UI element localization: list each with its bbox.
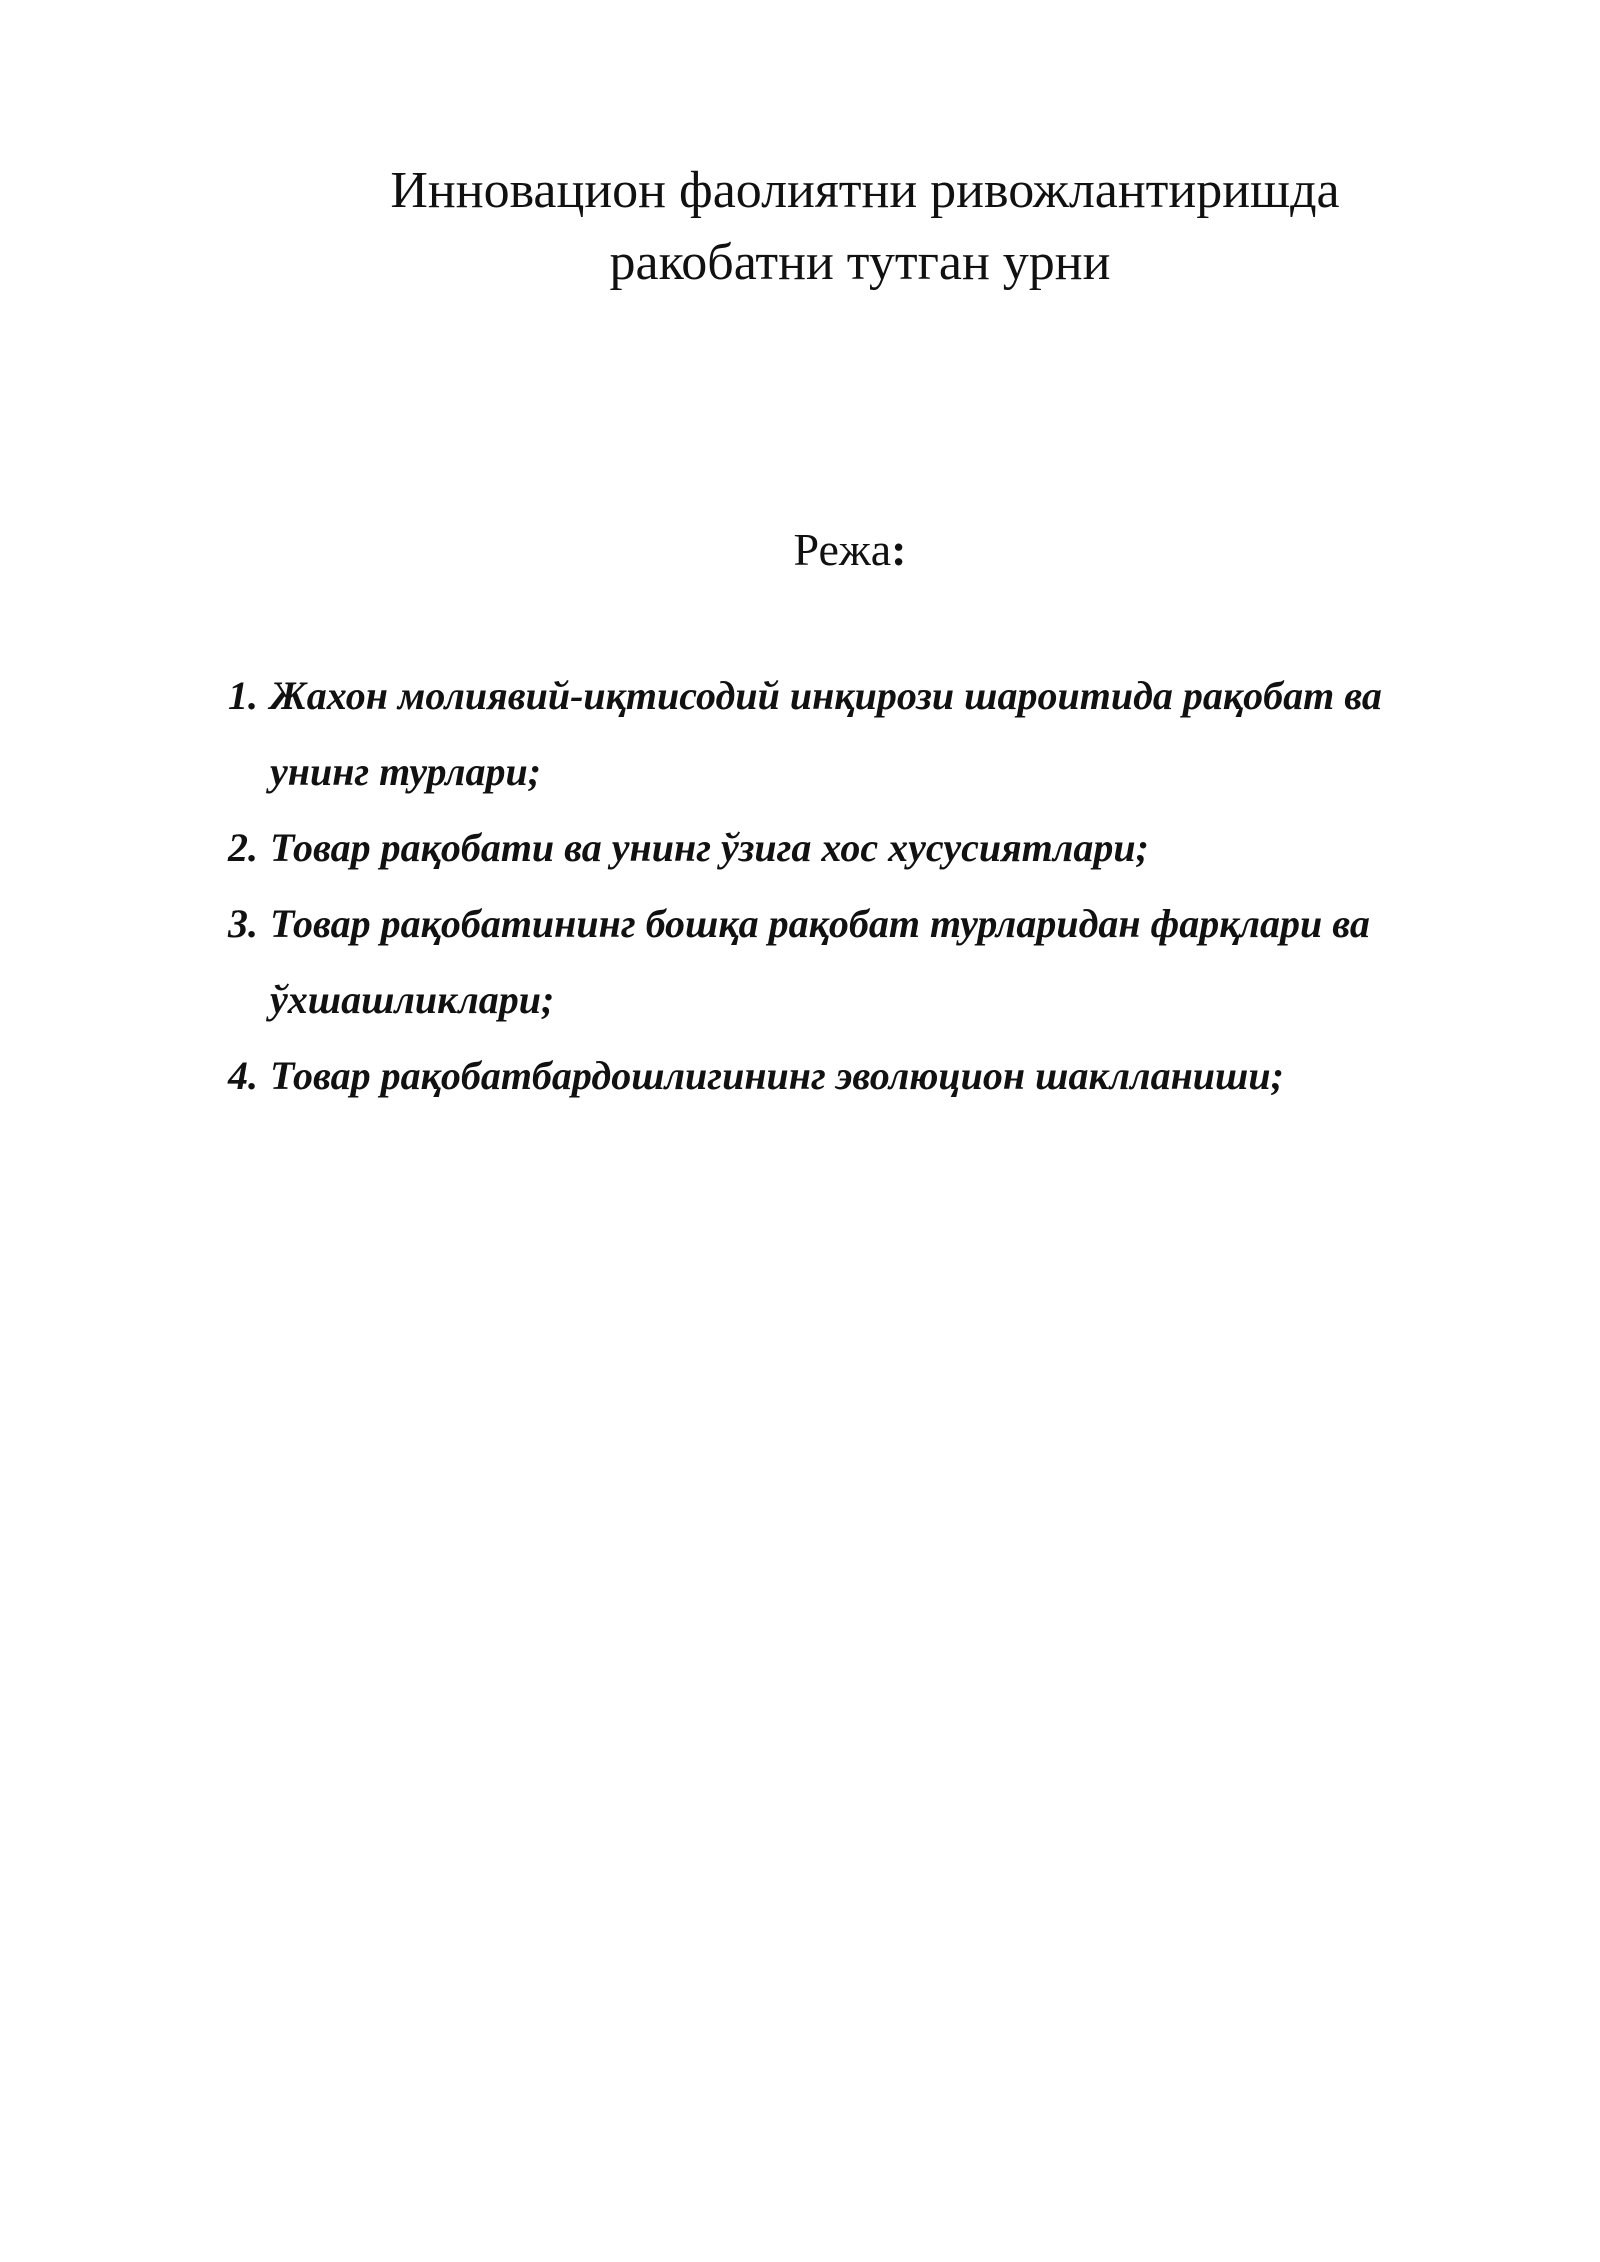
plan-item-number: 2.: [228, 825, 258, 870]
plan-heading-colon: :: [891, 524, 907, 575]
plan-item-number: 1.: [228, 673, 258, 718]
plan-item-text: Товар рақобатбардошлигининг эволюцион шаклланиши;: [270, 1053, 1284, 1098]
plan-item-text: Товар рақобатининг бошқа рақобат турларидан фарқлари ва ўхшашликлари;: [270, 901, 1370, 1022]
plan-item: [228, 886, 1488, 1038]
plan-item: [228, 658, 1488, 810]
plan-item-number: 4.: [228, 1053, 258, 1098]
plan-item-number: 3.: [228, 901, 258, 946]
document-title: [0, 155, 1600, 299]
title-line-1: Инновацион фаолиятни ривожлантиришда: [390, 162, 1340, 219]
plan-item-text: Жахон молиявий-иқтисодий инқирози шароитида рақобат ва унинг турлари;: [270, 673, 1382, 794]
plan-item-text: Товар рақобати ва унинг ўзига хос хусусиятлари;: [270, 825, 1149, 870]
plan-list: [228, 658, 1488, 1114]
plan-item: [228, 810, 1488, 886]
plan-heading: [0, 520, 1600, 580]
plan-heading-label: Режа: [793, 524, 892, 575]
plan-item: [228, 1038, 1488, 1114]
title-line-2: ракобатни тутган урни: [609, 234, 1111, 291]
